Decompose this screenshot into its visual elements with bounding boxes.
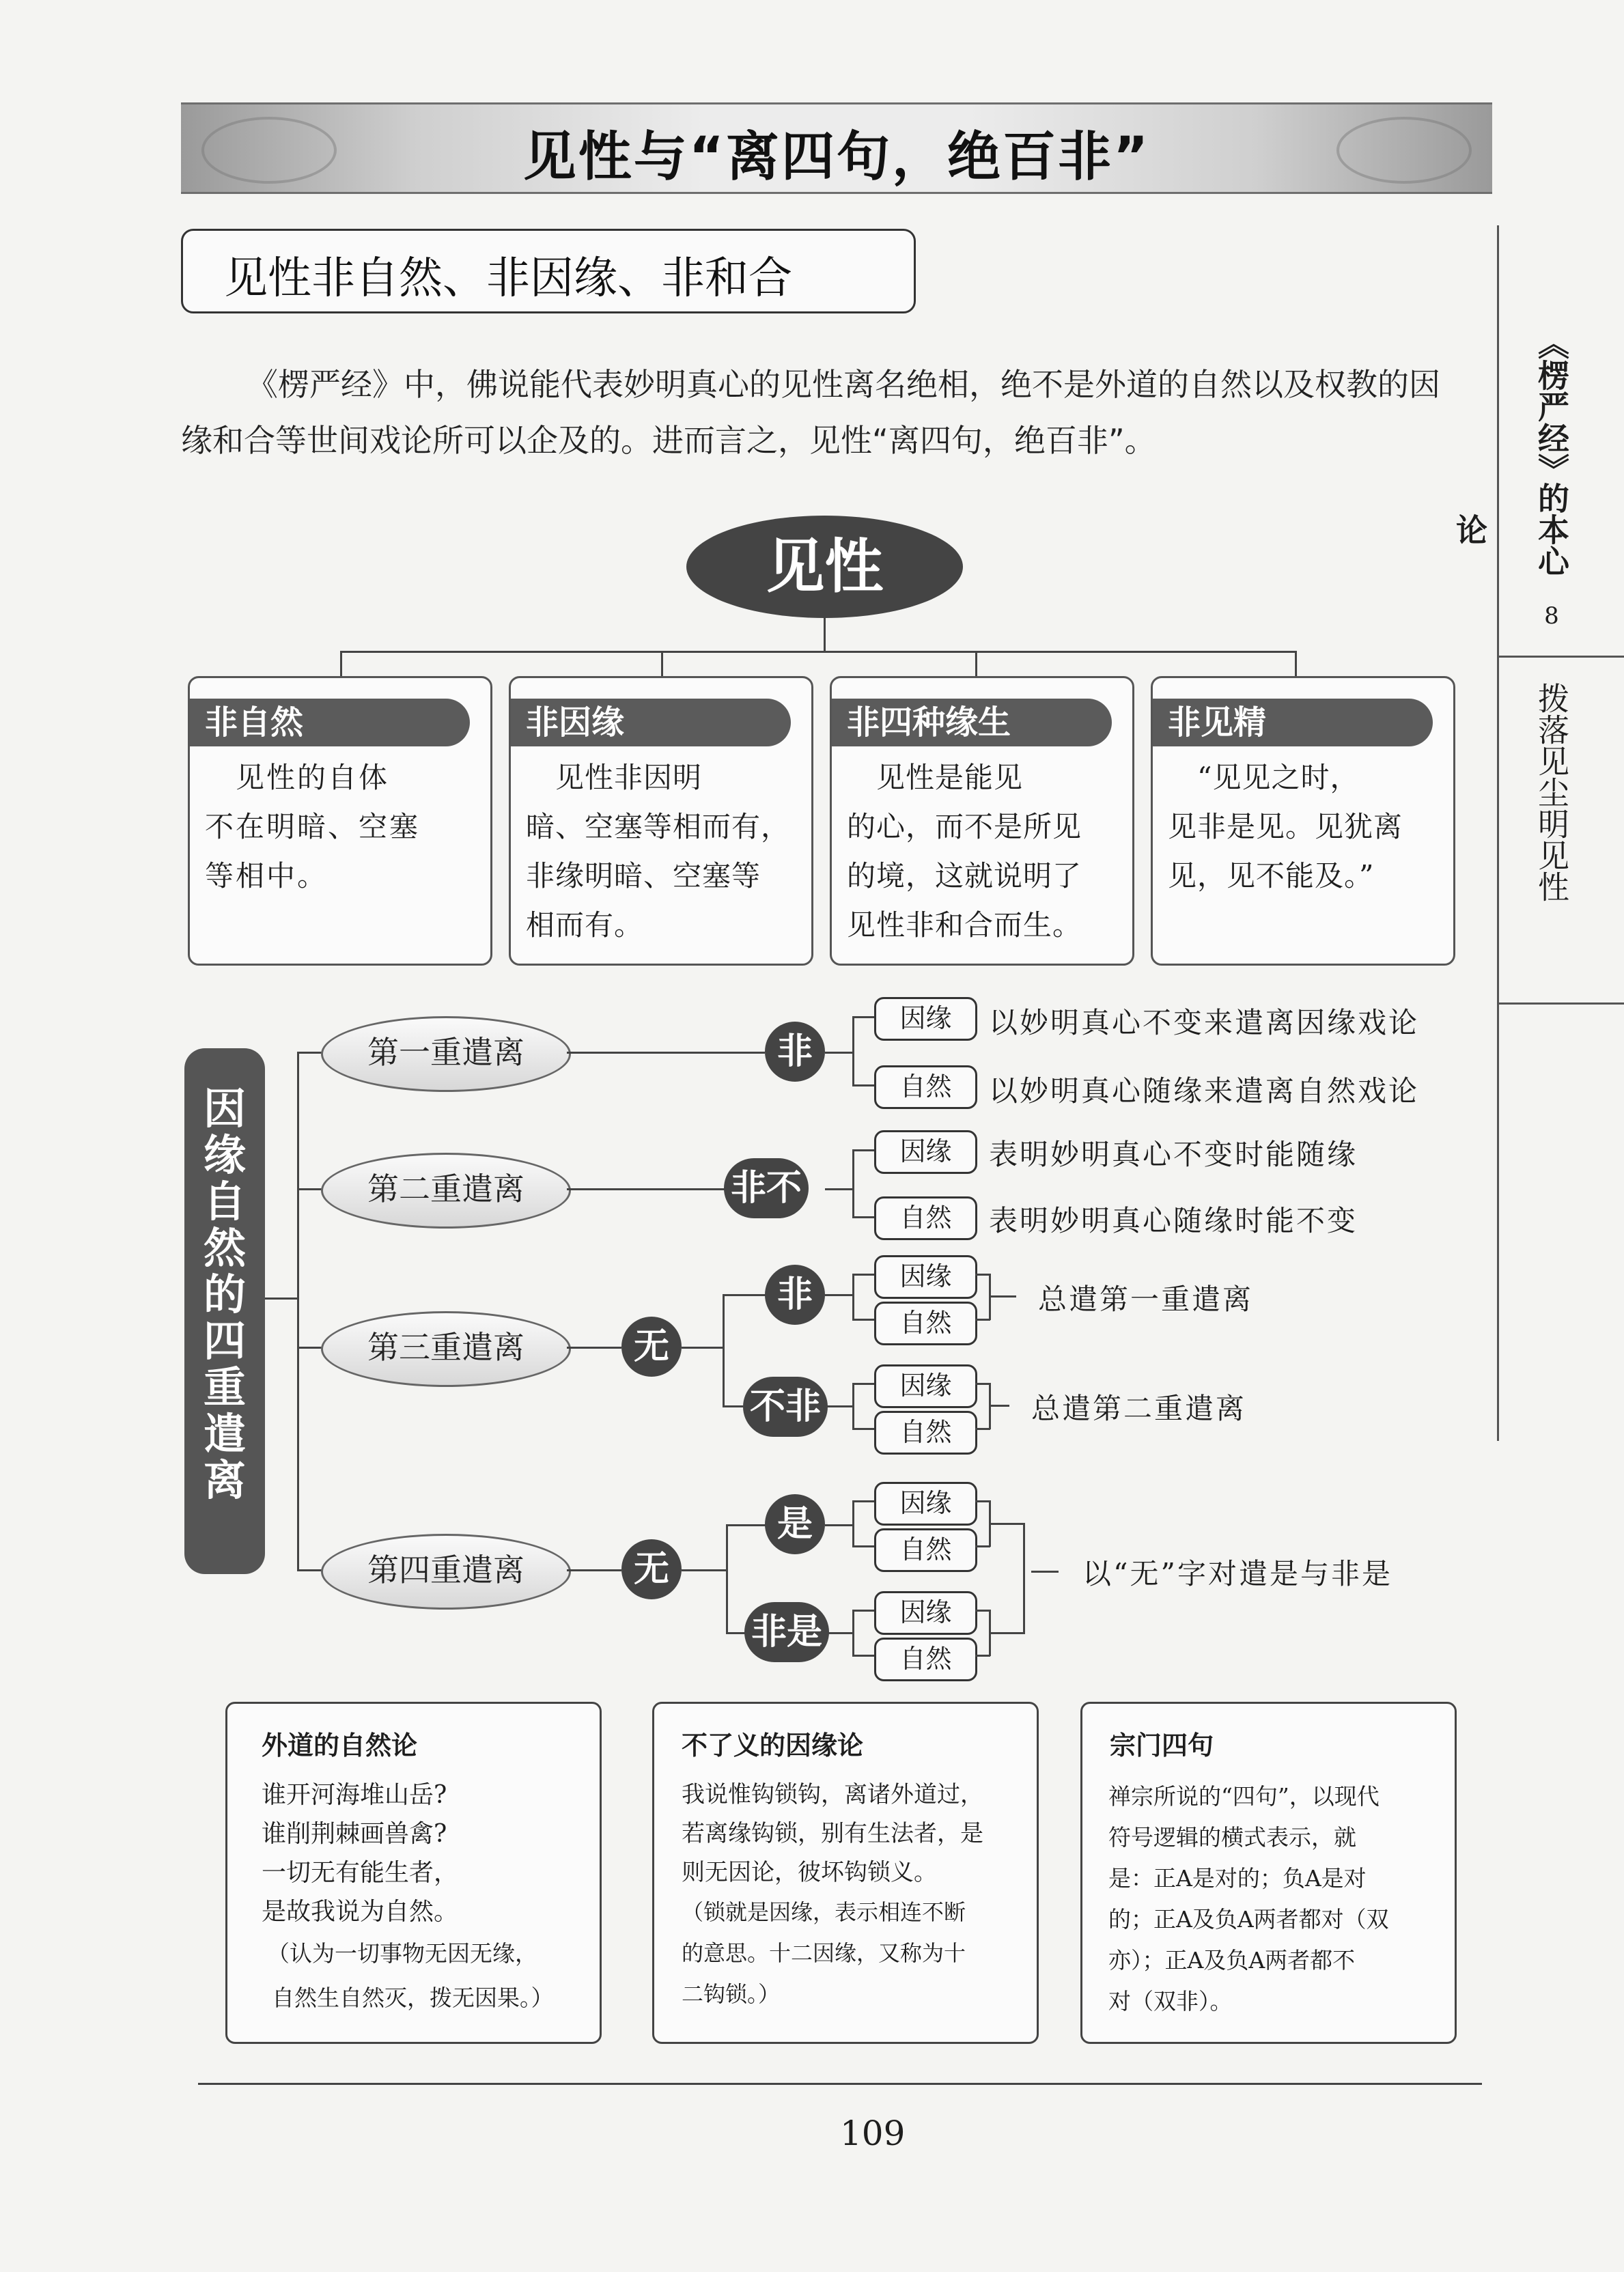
- tag-ziran: 自然: [874, 1196, 977, 1240]
- note-line: （锁就是因缘，表示相连不断: [682, 1899, 966, 1925]
- tag-yinyuan: 因缘: [874, 1130, 977, 1174]
- footer-rule: [198, 2083, 1482, 2085]
- connector: [1031, 1571, 1059, 1573]
- connector: [265, 1298, 299, 1300]
- connector: [340, 651, 1296, 653]
- side-tab-number: 8: [1544, 602, 1559, 630]
- connector: [723, 1294, 770, 1296]
- note-line: 我说惟钩锁钩，离诸外道过，: [682, 1781, 983, 1808]
- concept-box-text: 见性非因明 暗、空塞等相而有， 非缘明暗、空塞等 相而有。: [526, 761, 791, 942]
- connector: [989, 1295, 1016, 1298]
- level-2-desc: 表明妙明真心随缘时能不变: [989, 1204, 1358, 1237]
- op-circle: 非不: [724, 1158, 809, 1218]
- title-banner: [181, 102, 1492, 194]
- connector: [567, 1569, 621, 1571]
- connector: [723, 1405, 743, 1407]
- page-number: 109: [840, 2114, 906, 2153]
- connector: [989, 1632, 1024, 1634]
- note-line: 一切无有能生者，: [262, 1859, 459, 1887]
- note-line: 是：正A是对的；负A是对: [1108, 1865, 1367, 1892]
- connector: [825, 1632, 854, 1634]
- bracket: [852, 1274, 854, 1320]
- connector: [852, 1655, 874, 1657]
- tag-yinyuan: 因缘: [874, 997, 977, 1041]
- connector: [975, 1428, 990, 1430]
- concept-box-title: 非四种缘生: [832, 699, 1112, 746]
- tag-yinyuan: 因缘: [874, 1255, 977, 1299]
- connector: [852, 1610, 874, 1612]
- level-3-desc: 总遣第二重遣离: [1031, 1392, 1247, 1425]
- note-line: 则无因论，彼坏钩锁义。: [682, 1859, 937, 1886]
- tag-yinyuan: 因缘: [874, 1482, 977, 1526]
- connector: [975, 1610, 990, 1612]
- bracket: [852, 1149, 854, 1218]
- op-circle: 非是: [744, 1602, 829, 1662]
- connector: [825, 1524, 854, 1526]
- connector: [975, 1500, 990, 1502]
- connector: [975, 651, 977, 678]
- connector: [852, 1149, 874, 1151]
- note-box: [225, 1702, 602, 2044]
- side-tab-divider: [1497, 656, 1624, 658]
- connector: [975, 1655, 990, 1657]
- bracket: [852, 1016, 854, 1086]
- side-tab-book: 《楞严经》: [1533, 328, 1570, 485]
- connector: [297, 1347, 324, 1349]
- center-node: 见性: [686, 516, 963, 618]
- connector: [852, 1428, 874, 1430]
- op-circle: 不非: [743, 1377, 828, 1437]
- op-circle: 无: [621, 1317, 682, 1377]
- concept-box-text: 见性的自体 不在明暗、空塞 等相中。: [205, 761, 421, 893]
- connector: [852, 1216, 874, 1218]
- connector: [852, 1319, 874, 1321]
- note-line: 若离缘钩锁，别有生法者，是: [682, 1820, 983, 1847]
- note-box-title: 外道的自然论: [262, 1730, 418, 1761]
- tree-trunk: [297, 1052, 299, 1571]
- connector: [682, 1569, 727, 1571]
- connector: [989, 1523, 1024, 1525]
- connector: [825, 1052, 854, 1054]
- section-heading: 见性非自然、非因缘、非和合: [224, 253, 792, 304]
- note-line: （认为一切事物无因无缘，: [267, 1940, 537, 1967]
- note-box-title: 宗门四句: [1110, 1730, 1214, 1761]
- connector: [297, 1052, 324, 1054]
- side-tab-topic: 的本心论: [1451, 482, 1570, 576]
- note-box-title: 不了义的因缘论: [682, 1730, 864, 1761]
- op-circle: 是: [765, 1494, 825, 1554]
- connector: [989, 1405, 1009, 1407]
- level-1-desc: 以妙明真心不变来遣离因缘戏论: [989, 1006, 1420, 1039]
- connector: [825, 1188, 854, 1190]
- op-circle: 非: [765, 1022, 825, 1082]
- concept-box: [830, 676, 1134, 966]
- note-line: 谁削荆棘画兽禽?: [262, 1820, 447, 1848]
- connector: [567, 1052, 765, 1054]
- tag-ziran: 自然: [874, 1302, 977, 1345]
- note-line: 禅宗所说的“四句”，以现代: [1108, 1783, 1380, 1810]
- connector: [852, 1500, 874, 1502]
- level-1-pill: 第一重遣离: [321, 1016, 571, 1092]
- connector: [726, 1524, 767, 1526]
- note-box: [652, 1702, 1039, 2044]
- concept-box-text: “见见之时， 见非是见。见犹离 见，见不能及。”: [1168, 761, 1403, 893]
- bracket: [723, 1294, 725, 1407]
- level-3-pill: 第三重遣离: [321, 1311, 571, 1387]
- concept-box: [509, 676, 813, 966]
- concept-box-title: 非见精: [1153, 699, 1433, 746]
- note-line: 二钩锁。）: [682, 1981, 781, 2007]
- concept-box-text: 见性是能见 的心，而不是所见 的境，这就说明了 见性非和合而生。: [847, 761, 1082, 942]
- connector: [825, 1405, 854, 1407]
- level-4-pill: 第四重遣离: [321, 1534, 571, 1610]
- connector: [852, 1545, 874, 1547]
- connector: [975, 1383, 990, 1385]
- connector: [975, 1274, 990, 1276]
- note-line: 符号逻辑的横式表示，就: [1108, 1824, 1356, 1851]
- level-2-pill: 第二重遣离: [321, 1153, 571, 1229]
- bracket: [726, 1524, 728, 1633]
- connector: [567, 1347, 621, 1349]
- tag-ziran: 自然: [874, 1065, 977, 1109]
- connector: [852, 1016, 874, 1018]
- tag-yinyuan: 因缘: [874, 1364, 977, 1408]
- vertical-label: 因缘自然的四重遣离: [184, 1048, 265, 1574]
- note-line: 亦）；正A及负A两者都不: [1108, 1947, 1356, 1974]
- tag-yinyuan: 因缘: [874, 1591, 977, 1635]
- concept-box-title: 非因缘: [511, 699, 791, 746]
- bracket: [1023, 1523, 1025, 1634]
- connector: [852, 1383, 874, 1385]
- op-circle: 无: [621, 1539, 682, 1599]
- section-heading-box: [181, 229, 916, 313]
- bracket: [852, 1500, 854, 1547]
- intro-paragraph: 《楞严经》中，佛说能代表妙明真心的见性离名绝相，绝不是外道的自然以及权教的因缘和合等世间戏论所可以企及的。进而言之，见性“离四句，绝百非”。: [181, 366, 1440, 459]
- side-divider: [1497, 225, 1499, 1441]
- connector: [682, 1347, 724, 1349]
- connector: [825, 1294, 854, 1296]
- tag-ziran: 自然: [874, 1411, 977, 1455]
- connector: [975, 1545, 990, 1547]
- connector: [1295, 651, 1297, 678]
- tag-ziran: 自然: [874, 1528, 977, 1572]
- connector: [852, 1274, 874, 1276]
- connector: [661, 651, 663, 678]
- concept-box: [1151, 676, 1455, 966]
- page-title: 见性与“离四句，绝百非”: [522, 126, 1151, 188]
- level-4-desc: 以“无”字对遣是与非是: [1082, 1557, 1392, 1590]
- connector: [824, 618, 826, 652]
- note-box: [1080, 1702, 1457, 2044]
- connector: [852, 1084, 874, 1086]
- connector: [297, 1188, 324, 1190]
- note-line: 的；正A及负A两者都对（双: [1108, 1906, 1389, 1933]
- connector: [340, 651, 342, 678]
- concept-box: [188, 676, 492, 966]
- note-line: 自然生自然灭，拨无因果。）: [272, 1985, 554, 2011]
- side-tab-divider-2: [1497, 1002, 1624, 1005]
- note-line: 是故我说为自然。: [262, 1898, 459, 1926]
- connector: [297, 1569, 324, 1571]
- level-2-desc: 表明妙明真心不变时能随缘: [989, 1138, 1358, 1171]
- side-tab-chapter: 拨落见尘明见性: [1533, 682, 1570, 902]
- connector: [726, 1632, 746, 1634]
- concept-box-title: 非自然: [190, 699, 470, 746]
- connector: [975, 1319, 990, 1321]
- op-circle: 非: [765, 1265, 825, 1325]
- connector: [567, 1188, 731, 1190]
- tag-ziran: 自然: [874, 1638, 977, 1681]
- level-1-desc: 以妙明真心随缘来遣离自然戏论: [989, 1074, 1420, 1108]
- note-line: 对（双非）。: [1108, 1988, 1233, 2015]
- level-3-desc: 总遣第一重遣离: [1038, 1282, 1254, 1316]
- note-line: 的意思。十二因缘，又称为十: [682, 1940, 966, 1966]
- note-line: 谁开河海堆山岳?: [262, 1781, 447, 1809]
